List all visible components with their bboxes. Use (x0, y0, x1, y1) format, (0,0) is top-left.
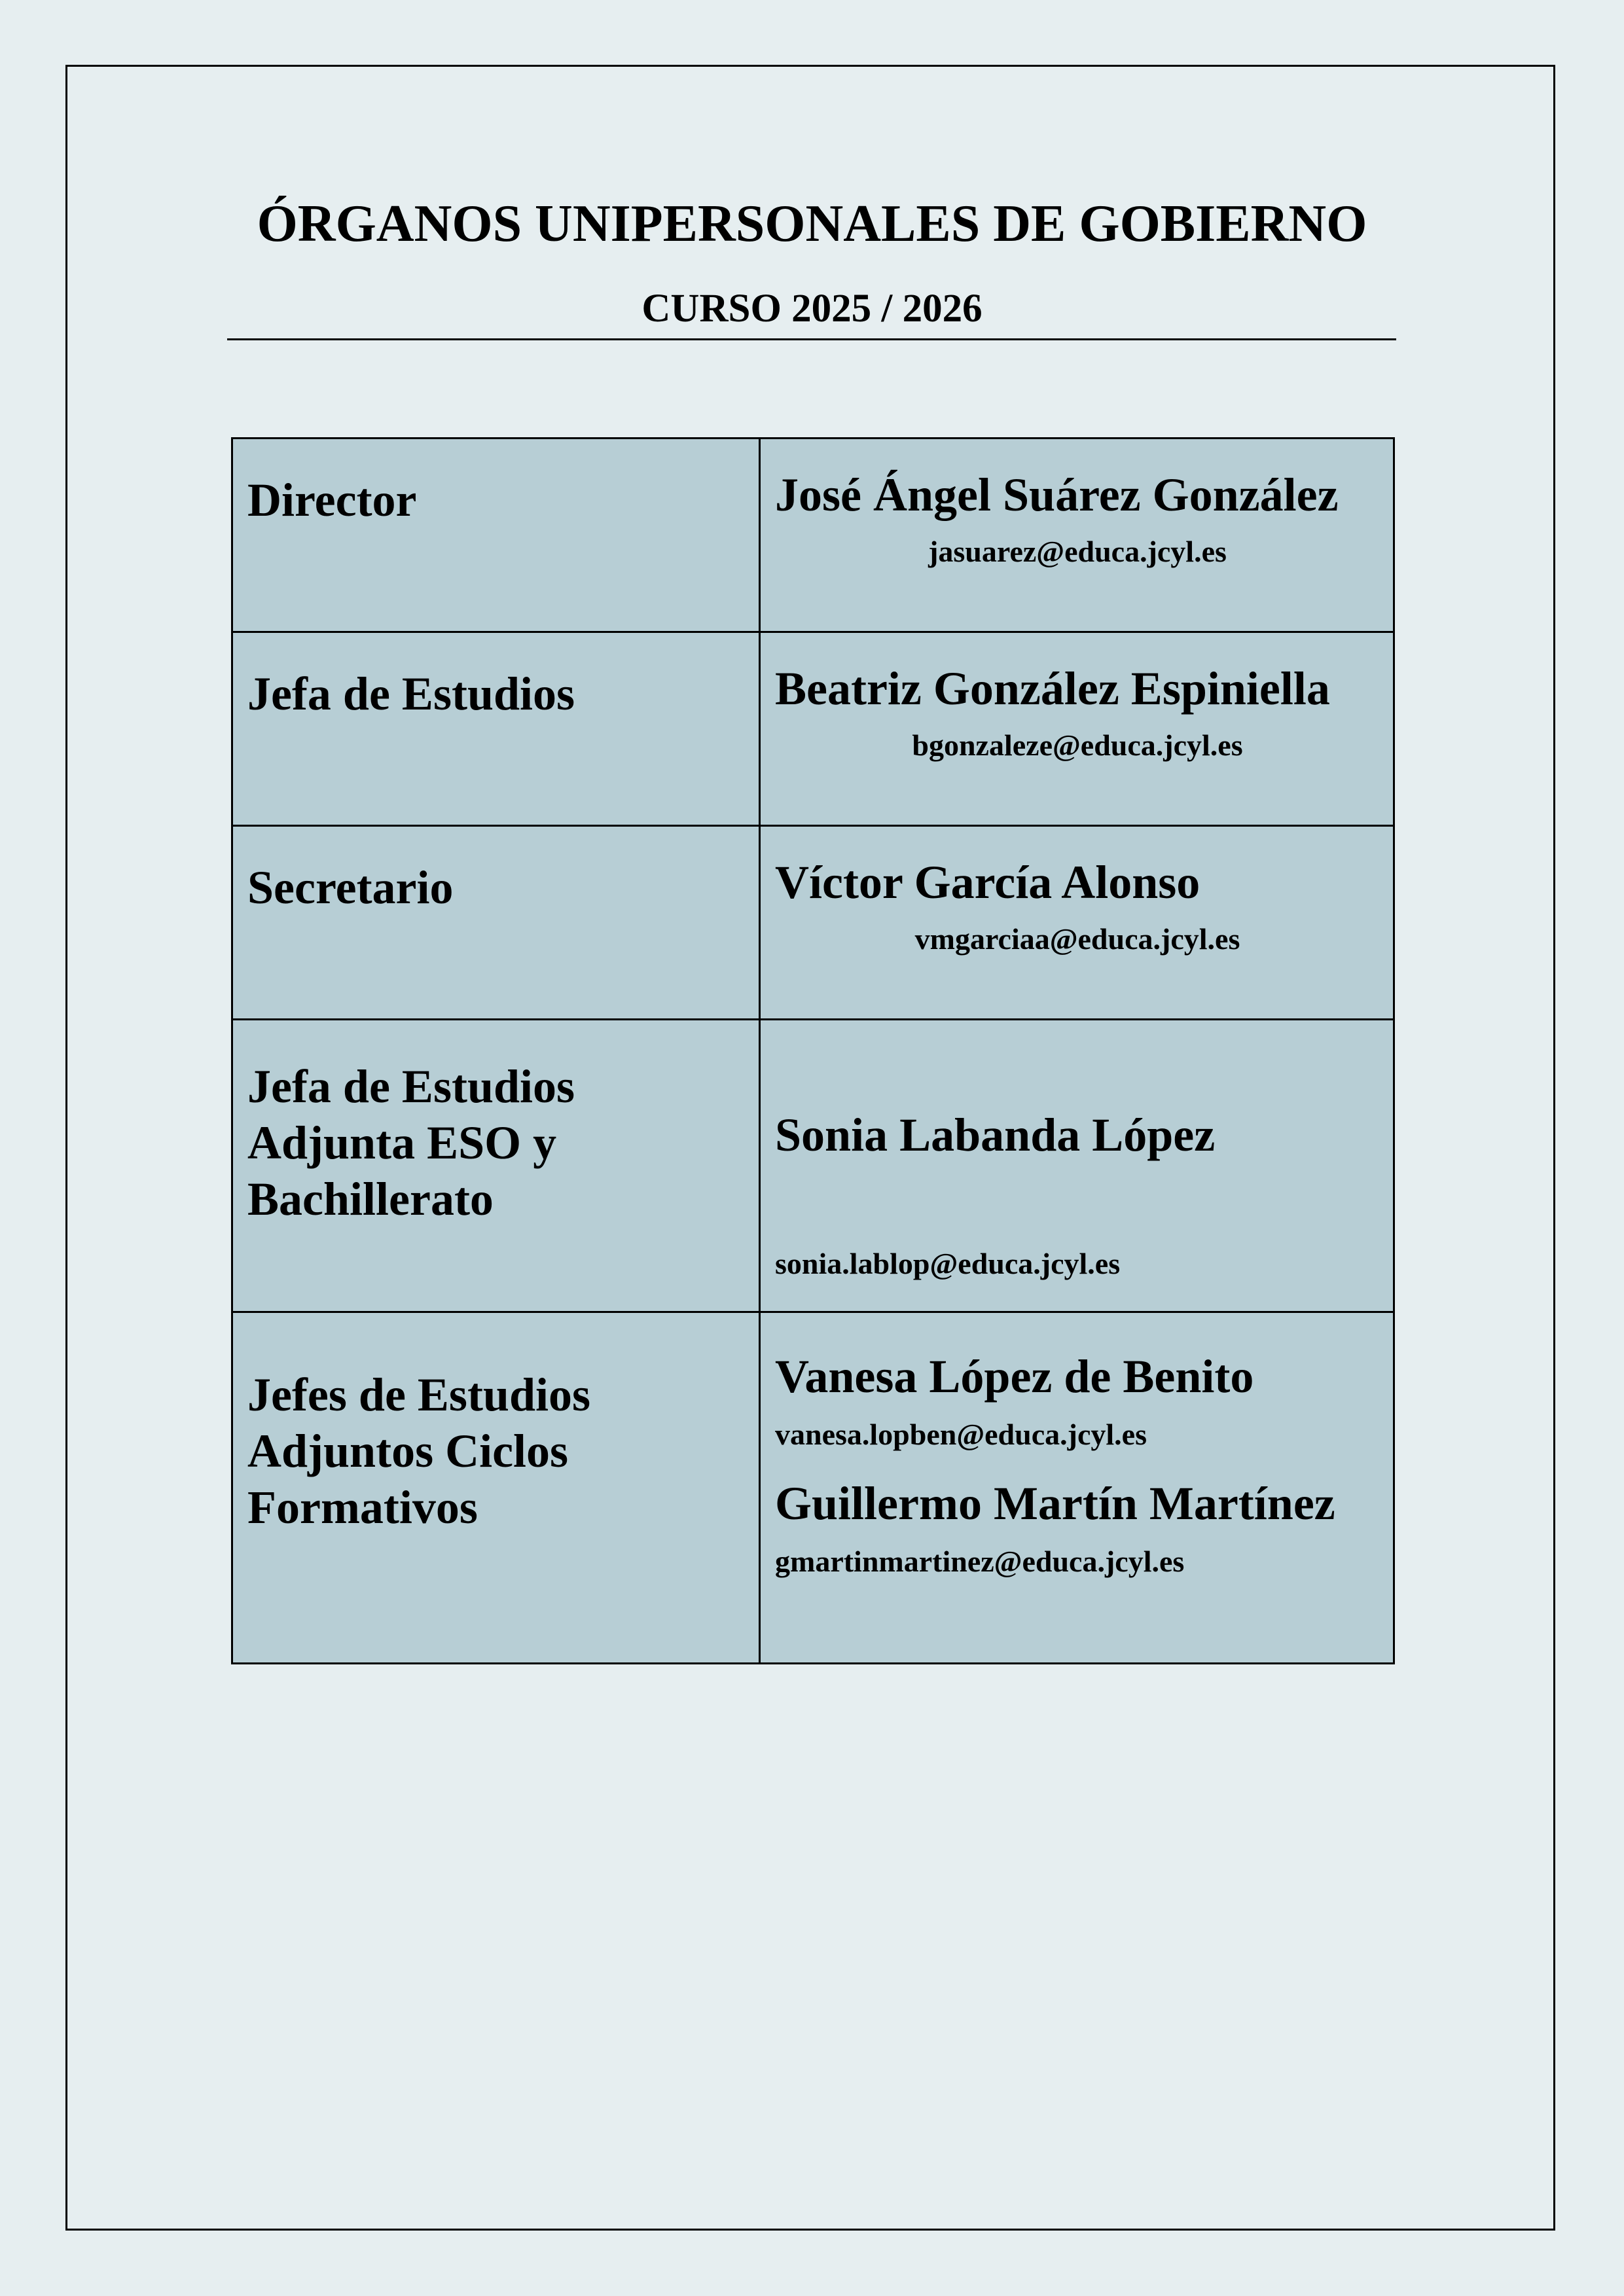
person-name: José Ángel Suárez González (775, 469, 1339, 521)
person-name: Guillermo Martín Martínez (775, 1477, 1335, 1530)
table-row (232, 632, 1394, 826)
role-cell (232, 1312, 760, 1664)
person-cell (760, 1312, 1394, 1664)
role-cell (232, 826, 760, 1020)
person-email: vanesa.lopben@educa.jcyl.es (775, 1418, 1147, 1451)
role-label: Secretario (247, 861, 454, 914)
role-label-line: Jefes de Estudios (247, 1369, 591, 1421)
table-row (232, 826, 1394, 1020)
role-label: Jefa de Estudios (247, 668, 575, 720)
person-cell (760, 826, 1394, 1020)
role-label-line: Jefa de Estudios (247, 1060, 575, 1113)
person-email: bgonzaleze@educa.jcyl.es (912, 728, 1243, 762)
role-label-line: Adjuntos Ciclos (247, 1425, 569, 1477)
page-subtitle: CURSO 2025 / 2026 (641, 287, 983, 331)
person-cell (760, 439, 1394, 632)
role-cell (232, 1020, 760, 1312)
person-name: Beatriz González Espiniella (775, 662, 1330, 715)
table-row (232, 439, 1394, 632)
table-row (232, 1312, 1394, 1664)
title-divider (227, 338, 1396, 340)
person-email: vmgarciaa@educa.jcyl.es (914, 922, 1240, 956)
governing-bodies-table (231, 437, 1395, 1664)
role-cell (232, 632, 760, 826)
role-label-line: Formativos (247, 1481, 478, 1534)
role-label-line: Bachillerato (247, 1173, 494, 1225)
page-title: ÓRGANOS UNIPERSONALES DE GOBIERNO (257, 195, 1367, 253)
person-cell (760, 1020, 1394, 1312)
person-name: Vanesa López de Benito (775, 1350, 1254, 1403)
person-name: Sonia Labanda López (775, 1109, 1216, 1161)
person-name: Víctor García Alonso (775, 856, 1200, 908)
role-cell (232, 439, 760, 632)
table-row (232, 1020, 1394, 1312)
role-label: Director (247, 474, 417, 526)
person-email: gmartinmartinez@educa.jcyl.es (775, 1545, 1185, 1578)
person-email: sonia.lablop@educa.jcyl.es (775, 1247, 1121, 1280)
role-label-line: Adjunta ESO y (247, 1117, 557, 1169)
person-cell (760, 632, 1394, 826)
person-email: jasuarez@educa.jcyl.es (928, 535, 1227, 568)
